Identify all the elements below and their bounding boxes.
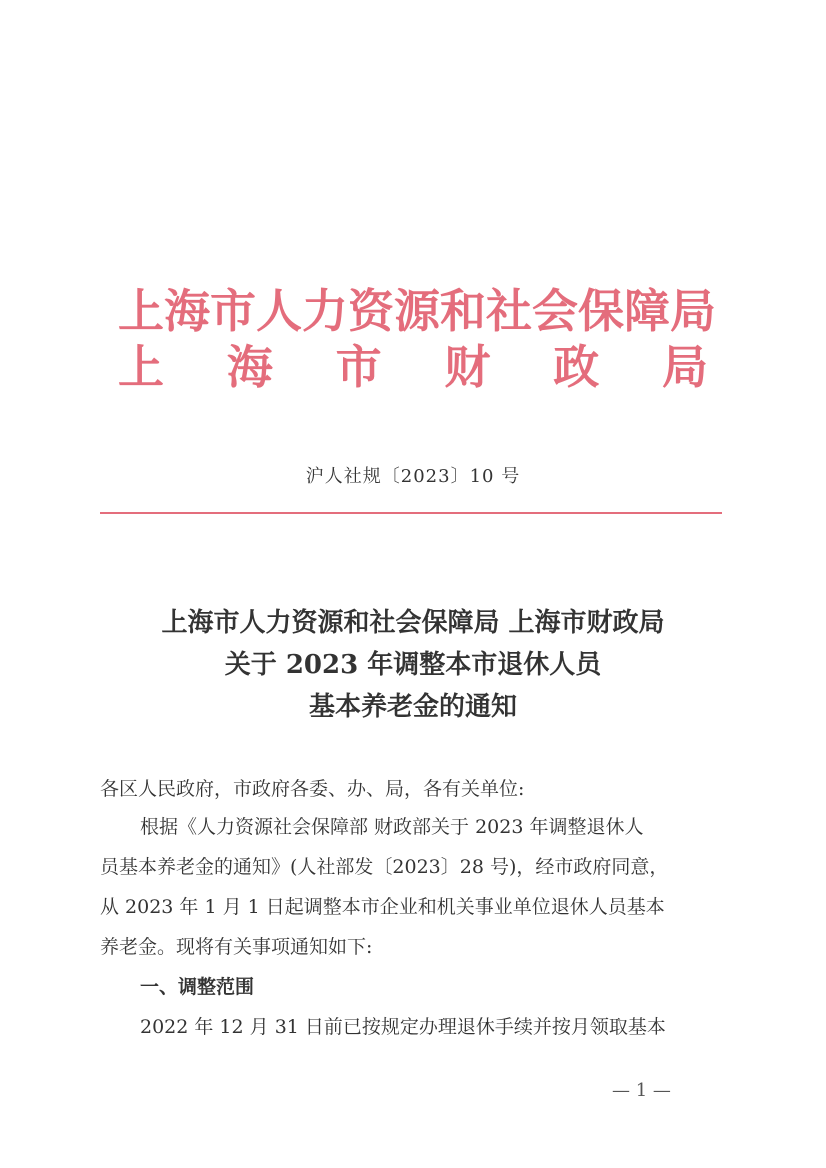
body-line: 从 2023 年 1 月 1 日起调整本市企业和机关事业单位退休人员基本	[100, 896, 665, 918]
header-char: 局	[661, 340, 708, 394]
doc-title-line-3: 基本养老金的通知	[308, 692, 517, 722]
issuer-header-line-2	[118, 340, 708, 394]
header-char: 力	[302, 284, 348, 338]
header-char: 源	[394, 284, 440, 338]
header-char: 社	[486, 284, 532, 338]
header-char: 和	[440, 284, 486, 338]
header-char: 上	[118, 284, 164, 338]
header-char: 上	[118, 340, 164, 394]
doc-title-line-1: 上海市人力资源和社会保障局 上海市财政局	[161, 608, 665, 638]
red-divider	[100, 512, 722, 514]
header-char: 局	[670, 284, 716, 338]
header-char: 海	[226, 340, 273, 394]
section-heading: 一、调整范围	[140, 976, 255, 998]
header-char: 资	[348, 284, 394, 338]
header-char: 市	[210, 284, 256, 338]
document-number: 沪人社规〔2023〕10 号	[305, 466, 521, 487]
header-char: 障	[624, 284, 670, 338]
header-char: 海	[164, 284, 210, 338]
header-char: 财	[444, 340, 491, 394]
issuer-header-line-1	[118, 284, 716, 338]
body-line: 养老金。现将有关事项通知如下:	[100, 936, 373, 958]
body-line: 员基本养老金的通知》(人社部发〔2023〕28 号)，经市政府同意，	[100, 856, 669, 878]
page-number: — 1 —	[612, 1080, 671, 1101]
header-char: 保	[578, 284, 624, 338]
header-char: 人	[256, 284, 302, 338]
body-line: 2022 年 12 月 31 日前已按规定办理退休手续并按月领取基本	[140, 1016, 666, 1038]
header-char: 会	[532, 284, 578, 338]
doc-title-line-2: 关于 2023 年调整本市退休人员	[224, 650, 602, 680]
addressee: 各区人民政府，市政府各委、办、局，各有关单位:	[100, 778, 525, 800]
header-char: 市	[335, 340, 382, 394]
body-line: 根据《人力资源社会保障部 财政部关于 2023 年调整退休人	[140, 816, 644, 838]
header-char: 政	[553, 340, 600, 394]
